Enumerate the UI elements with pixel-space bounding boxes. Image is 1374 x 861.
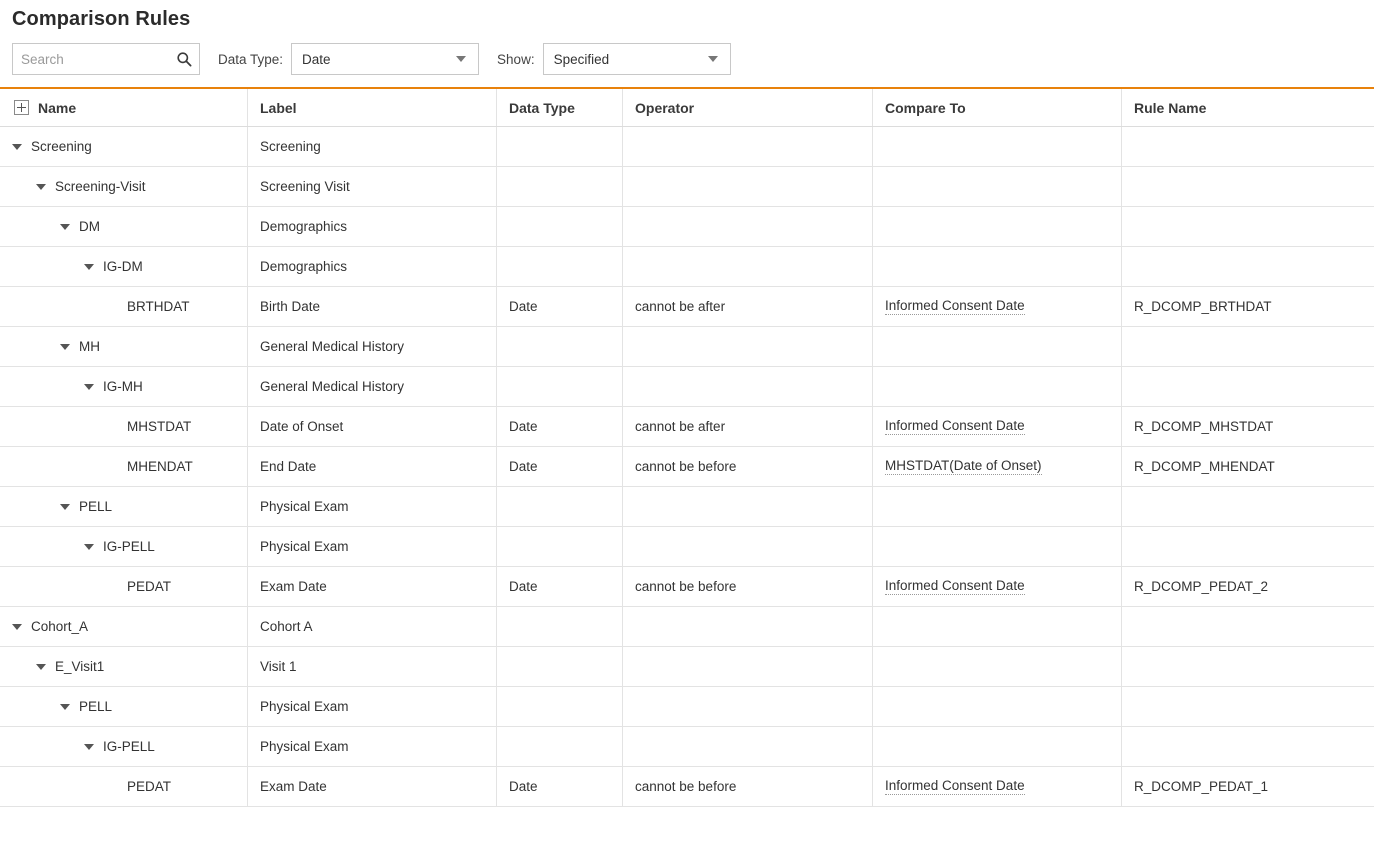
cell-data-type	[497, 687, 623, 726]
tree-leaf-spacer	[108, 304, 118, 310]
tree-expand-icon[interactable]	[60, 704, 70, 710]
cell-name[interactable]	[0, 567, 248, 606]
comparison-rules-grid	[0, 87, 1374, 827]
cell-operator	[623, 487, 873, 526]
expand-all-icon[interactable]	[14, 100, 29, 115]
table-row[interactable]	[0, 407, 1374, 447]
cell-compare-to	[873, 727, 1122, 766]
cell-compare-to	[873, 167, 1122, 206]
table-row[interactable]	[0, 127, 1374, 167]
cell-label: Physical Exam	[248, 487, 497, 526]
tree-leaf-spacer	[108, 464, 118, 470]
cell-label: Date of Onset	[248, 407, 497, 446]
cell-name[interactable]	[0, 327, 248, 366]
tree-expand-icon[interactable]	[84, 264, 94, 270]
search-box[interactable]	[12, 43, 200, 75]
cell-rule-name	[1122, 527, 1374, 566]
cell-compare-to[interactable]	[873, 447, 1122, 486]
tree-leaf-spacer	[108, 784, 118, 790]
table-row[interactable]	[0, 247, 1374, 287]
cell-compare-to	[873, 527, 1122, 566]
cell-name-label: IG-MH	[103, 379, 143, 394]
search-input[interactable]	[13, 44, 199, 74]
cell-operator	[623, 127, 873, 166]
cell-rule-name: R_DCOMP_PEDAT_1	[1134, 779, 1269, 794]
cell-rule-name	[1122, 727, 1374, 766]
tree-expand-icon[interactable]	[12, 624, 22, 630]
cell-compare-to	[873, 607, 1122, 646]
cell-name[interactable]	[0, 687, 248, 726]
cell-rule-name	[1122, 127, 1374, 166]
cell-operator	[623, 727, 873, 766]
grid-header	[0, 89, 1374, 127]
cell-data-type	[497, 527, 623, 566]
tree-expand-icon[interactable]	[84, 384, 94, 390]
cell-name-label: IG-DM	[103, 259, 143, 274]
cell-rule-name	[1122, 487, 1374, 526]
cell-label: General Medical History	[248, 367, 497, 406]
cell-label: Demographics	[248, 207, 497, 246]
cell-data-type	[497, 367, 623, 406]
cell-rule-name	[1122, 687, 1374, 726]
cell-rule-name	[1122, 167, 1374, 206]
cell-compare-to	[873, 327, 1122, 366]
cell-label: Physical Exam	[248, 527, 497, 566]
column-header-name[interactable]	[0, 89, 248, 126]
toolbar	[0, 31, 1374, 87]
cell-compare-to	[873, 647, 1122, 686]
data-type-label: Data Type:	[218, 51, 284, 67]
cell-data-type	[497, 167, 623, 206]
tree-leaf-spacer	[108, 424, 118, 430]
cell-rule-name	[1122, 647, 1374, 686]
cell-name[interactable]	[0, 367, 248, 406]
cell-data-type	[497, 487, 623, 526]
tree-expand-icon[interactable]	[84, 744, 94, 750]
cell-operator	[623, 327, 873, 366]
cell-rule-name	[1122, 207, 1374, 246]
table-row[interactable]	[0, 727, 1374, 767]
cell-operator: cannot be before	[623, 767, 873, 806]
cell-operator: cannot be before	[623, 567, 873, 606]
cell-rule-name: R_DCOMP_BRTHDAT	[1134, 299, 1272, 314]
cell-name-label: MHSTDAT	[127, 419, 192, 434]
cell-compare-to	[873, 487, 1122, 526]
cell-name[interactable]	[0, 127, 248, 166]
cell-name-label: Cohort_A	[31, 619, 89, 634]
cell-label: Cohort A	[248, 607, 497, 646]
cell-operator	[623, 247, 873, 286]
cell-operator: cannot be after	[623, 287, 873, 326]
cell-label: Physical Exam	[248, 687, 497, 726]
compare-to-link[interactable]: Informed Consent Date	[885, 298, 1025, 313]
cell-name[interactable]	[0, 727, 248, 766]
cell-compare-to	[873, 247, 1122, 286]
table-row[interactable]	[0, 367, 1374, 407]
cell-name[interactable]	[0, 407, 248, 446]
data-type-value: Date	[302, 51, 331, 67]
cell-label: Exam Date	[248, 767, 497, 806]
tree-expand-icon[interactable]	[36, 664, 46, 670]
cell-label: Visit 1	[248, 647, 497, 686]
tree-expand-icon[interactable]	[12, 144, 22, 150]
cell-name-label: IG-PELL	[103, 539, 155, 554]
compare-to-link[interactable]: Informed Consent Date	[885, 418, 1025, 433]
cell-operator	[623, 527, 873, 566]
tree-expand-icon[interactable]	[60, 504, 70, 510]
cell-operator: cannot be after	[623, 407, 873, 446]
compare-to-link[interactable]: Informed Consent Date	[885, 578, 1025, 593]
tree-expand-icon[interactable]	[36, 184, 46, 190]
page-title: Comparison Rules	[12, 8, 191, 30]
cell-label: Demographics	[248, 247, 497, 286]
cell-name-label: PEDAT	[127, 779, 172, 794]
cell-operator: cannot be before	[623, 447, 873, 486]
cell-name[interactable]	[0, 287, 248, 326]
table-row[interactable]	[0, 447, 1374, 487]
cell-data-type: Date	[497, 447, 623, 486]
table-row[interactable]	[0, 647, 1374, 687]
cell-data-type	[497, 647, 623, 686]
table-row[interactable]	[0, 327, 1374, 367]
cell-name[interactable]	[0, 607, 248, 646]
compare-to-link[interactable]: MHSTDAT(Date of Onset)	[885, 458, 1042, 473]
cell-rule-name: R_DCOMP_MHENDAT	[1134, 459, 1275, 474]
cell-name-label: E_Visit1	[55, 659, 105, 674]
cell-name[interactable]	[0, 247, 248, 286]
cell-name-label: DM	[79, 219, 100, 234]
cell-rule-name: R_DCOMP_MHSTDAT	[1134, 419, 1274, 434]
cell-operator	[623, 607, 873, 646]
column-header-compare-to[interactable]: Compare To	[873, 89, 1122, 126]
table-row[interactable]	[0, 567, 1374, 607]
cell-label: Exam Date	[248, 567, 497, 606]
cell-compare-to[interactable]	[873, 287, 1122, 326]
cell-name-label: PELL	[79, 699, 113, 714]
table-row[interactable]	[0, 287, 1374, 327]
table-row[interactable]	[0, 687, 1374, 727]
cell-rule-name	[1122, 607, 1374, 646]
cell-data-type	[497, 207, 623, 246]
cell-operator	[623, 687, 873, 726]
tree-expand-icon[interactable]	[84, 544, 94, 550]
cell-name[interactable]	[0, 487, 248, 526]
cell-label: End Date	[248, 447, 497, 486]
cell-name-label: IG-PELL	[103, 739, 155, 754]
column-header-operator[interactable]: Operator	[623, 89, 873, 126]
cell-compare-to	[873, 207, 1122, 246]
cell-name-label: Screening	[31, 139, 92, 154]
cell-name-label: PEDAT	[127, 579, 172, 594]
table-row[interactable]	[0, 607, 1374, 647]
cell-name[interactable]	[0, 167, 248, 206]
cell-compare-to[interactable]	[873, 407, 1122, 446]
cell-name-label: MHENDAT	[127, 459, 193, 474]
column-header-label[interactable]: Label	[248, 89, 497, 126]
compare-to-link[interactable]: Informed Consent Date	[885, 778, 1025, 793]
tree-expand-icon[interactable]	[60, 344, 70, 350]
cell-compare-to[interactable]	[873, 767, 1122, 806]
cell-compare-to	[873, 687, 1122, 726]
show-select[interactable]	[543, 43, 731, 75]
cell-label: Screening	[248, 127, 497, 166]
table-row[interactable]	[0, 527, 1374, 567]
cell-label: Physical Exam	[248, 727, 497, 766]
cell-operator	[623, 207, 873, 246]
cell-rule-name: R_DCOMP_PEDAT_2	[1134, 579, 1269, 594]
cell-rule-name	[1122, 367, 1374, 406]
cell-compare-to	[873, 127, 1122, 166]
cell-rule-name	[1122, 327, 1374, 366]
cell-name-label: BRTHDAT	[127, 299, 190, 314]
cell-name[interactable]	[0, 767, 248, 806]
cell-data-type	[497, 727, 623, 766]
table-row[interactable]	[0, 207, 1374, 247]
cell-data-type	[497, 127, 623, 166]
cell-name[interactable]	[0, 207, 248, 246]
cell-compare-to	[873, 367, 1122, 406]
column-header-data-type[interactable]: Data Type	[497, 89, 623, 126]
column-header-rule-name[interactable]: Rule Name	[1134, 99, 1207, 116]
cell-data-type: Date	[497, 567, 623, 606]
cell-name[interactable]	[0, 527, 248, 566]
table-row[interactable]	[0, 487, 1374, 527]
chevron-down-icon	[456, 56, 466, 62]
cell-label: General Medical History	[248, 327, 497, 366]
cell-label: Birth Date	[248, 287, 497, 326]
tree-leaf-spacer	[108, 584, 118, 590]
table-row[interactable]	[0, 167, 1374, 207]
cell-data-type	[497, 607, 623, 646]
table-row[interactable]	[0, 767, 1374, 807]
cell-data-type	[497, 327, 623, 366]
show-label: Show:	[497, 51, 535, 67]
cell-operator	[623, 367, 873, 406]
cell-data-type: Date	[497, 767, 623, 806]
cell-name[interactable]	[0, 447, 248, 486]
cell-operator	[623, 167, 873, 206]
cell-label: Screening Visit	[248, 167, 497, 206]
cell-name-label: MH	[79, 339, 100, 354]
cell-compare-to[interactable]	[873, 567, 1122, 606]
cell-data-type: Date	[497, 287, 623, 326]
grid-body	[0, 127, 1374, 827]
show-value: Specified	[553, 51, 610, 67]
tree-expand-icon[interactable]	[60, 224, 70, 230]
chevron-down-icon	[708, 56, 718, 62]
cell-name-label: Screening-Visit	[55, 179, 146, 194]
column-header-name-label: Name	[38, 99, 77, 116]
data-type-select[interactable]	[291, 43, 479, 75]
cell-data-type: Date	[497, 407, 623, 446]
cell-data-type	[497, 247, 623, 286]
cell-rule-name	[1122, 247, 1374, 286]
cell-name-label: PELL	[79, 499, 113, 514]
cell-operator	[623, 647, 873, 686]
cell-name[interactable]	[0, 647, 248, 686]
